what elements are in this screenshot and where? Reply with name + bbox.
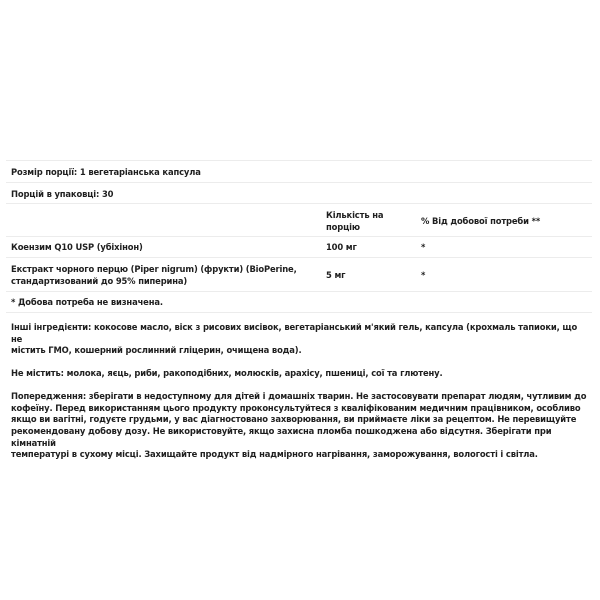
ingredient-name-line1: Екстракт чорного перцю (Piper nigrum) (фрукти) (BioPerine, (11, 264, 297, 274)
header-amount (326, 209, 383, 233)
servings-per-container-row (6, 182, 592, 203)
header-daily-value: % Від добової потреби ** (421, 216, 541, 226)
ingredient-name (11, 263, 297, 287)
servings-per-container-text: Порцій в упаковці: 30 (11, 189, 114, 199)
serving-size-text: Розмір порції: 1 вегетаріанська капсула (11, 167, 201, 177)
label-text-section (11, 322, 591, 472)
ingredient-amount: 100 мг (326, 242, 357, 252)
ingredient-daily-value: * (421, 270, 426, 280)
table-row (6, 236, 592, 257)
allergens-paragraph (11, 368, 591, 380)
other-ingredients-paragraph (11, 322, 591, 357)
ingredient-name-line2: стандартизований до 95% пиперина) (11, 276, 188, 286)
header-amount-line1: Кількість на (326, 210, 384, 220)
ingredient-daily-value: * (421, 242, 426, 252)
table-row (6, 257, 592, 291)
ingredient-amount: 5 мг (326, 270, 346, 280)
warnings-line: Попередження: зберігати в недоступному для дітей і домашніх тварин. Не застосовувати препарат людям, чутливим до (11, 390, 587, 401)
supplement-facts-table (6, 160, 592, 313)
footnote-text: * Добова потреба не визначена. (11, 297, 163, 307)
allergens-line: Не містить: молока, яєць, риби, ракоподібних, молюсків, арахісу, пшениці, сої та глютену. (11, 368, 443, 379)
header-amount-line2: порцію (326, 222, 360, 232)
ingredient-name: Коензим Q10 USP (убіхінон) (11, 242, 143, 252)
warnings-line: рекомендовану добову дозу. Не використовуйте, якщо захисна пломба пошкоджена або відсутня. Зберігати при кімнатній (11, 425, 552, 448)
footnote-row (6, 291, 592, 313)
other-ingredients-line: містить ГМО, кошерний рослинний гліцерин, очищена вода). (11, 345, 302, 356)
serving-size-row (6, 160, 592, 182)
other-ingredients-line: Інші інгредієнти: кокосове масло, віск з рисових висівок, вегетаріанський м'який гель, капсула (крохмаль тапиоки, що не (11, 322, 578, 344)
warnings-line: температурі в сухому місці. Захищайте продукт від надмірного нагрівання, заморожування, вологості і світла. (11, 449, 538, 460)
table-header-row (6, 203, 592, 236)
warnings-line: кофеїну. Перед використанням цього продукту проконсультуйтеся з кваліфікованим медичним працівником, особливо (11, 402, 581, 413)
warnings-paragraph (11, 391, 591, 461)
warnings-line: якщо ви вагітні, годуєте грудьми, у вас діагностовано захворювання, ви приймаєте ліки за рецептом. Не перевищуйте (11, 414, 577, 425)
